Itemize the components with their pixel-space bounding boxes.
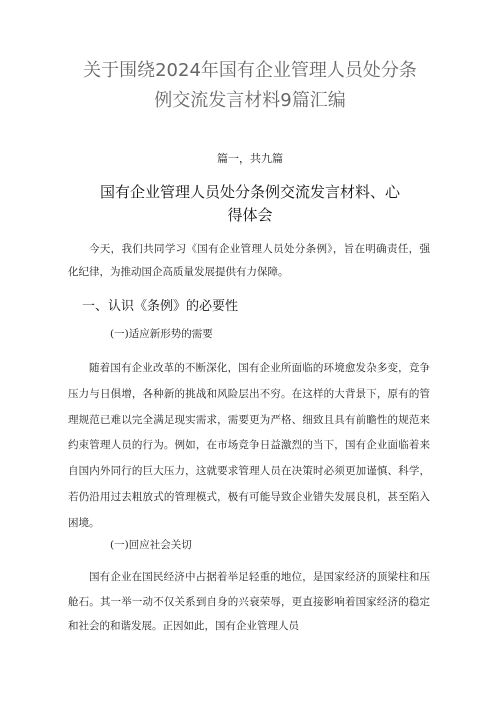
section-heading-1: 一、认识《条例》的必要性 (82, 299, 239, 314)
subheading-2: (一)回应社会关切 (110, 539, 192, 551)
section-label: 篇一，共九篇 (217, 152, 283, 165)
article-title (80, 181, 420, 227)
document-title-line-1: 关于围绕2024年国有企业管理人员处分条 (83, 60, 417, 81)
body-paragraph-1: 随着国有企业改革的不断深化，国有企业所面临的环境愈发杂多变，竞争压力与日俱增，各种新的挑战和风险层出不穷。在这样的大背景下，原有的管理规范已难以完全满足现实需求，需要更为严格、细致且具有前瞻性的规范来约束管理人员的行为。例如，在市场竞争日益激烈的当下，国有企业面临着来自国内外同行的巨大压力，这就要求管理人员在决策时必须更加谨慎、科学，若仍沿用过去粗放式的管理模式，极有可能导致企业错失发展良机，甚至陷入困境。 (68, 362, 430, 529)
intro-paragraph: 今天，我们共同学习《国有企业管理人员处分条例》，旨在明确责任，强化纪律，为推动国企高质量发展提供有力保障。 (68, 243, 430, 278)
article-title-line-2: 得体会 (227, 206, 273, 224)
document-title-line-2: 例交流发言材料9篇汇编 (154, 90, 346, 111)
document-title (50, 56, 450, 116)
body-paragraph-2: 国有企业在国民经济中占据着举足轻重的地位，是国家经济的顶梁柱和压舱石。其一举一动不仅关系到自身的兴衰荣辱，更直接影响着国家经济的稳定和社会的和谐发展。正因如此，国有企业管理人员 (68, 571, 430, 632)
article-title-line-1: 国有企业管理人员处分条例交流发言材料、心 (99, 183, 400, 201)
subheading-1: (一)适应新形势的需要 (110, 328, 213, 340)
